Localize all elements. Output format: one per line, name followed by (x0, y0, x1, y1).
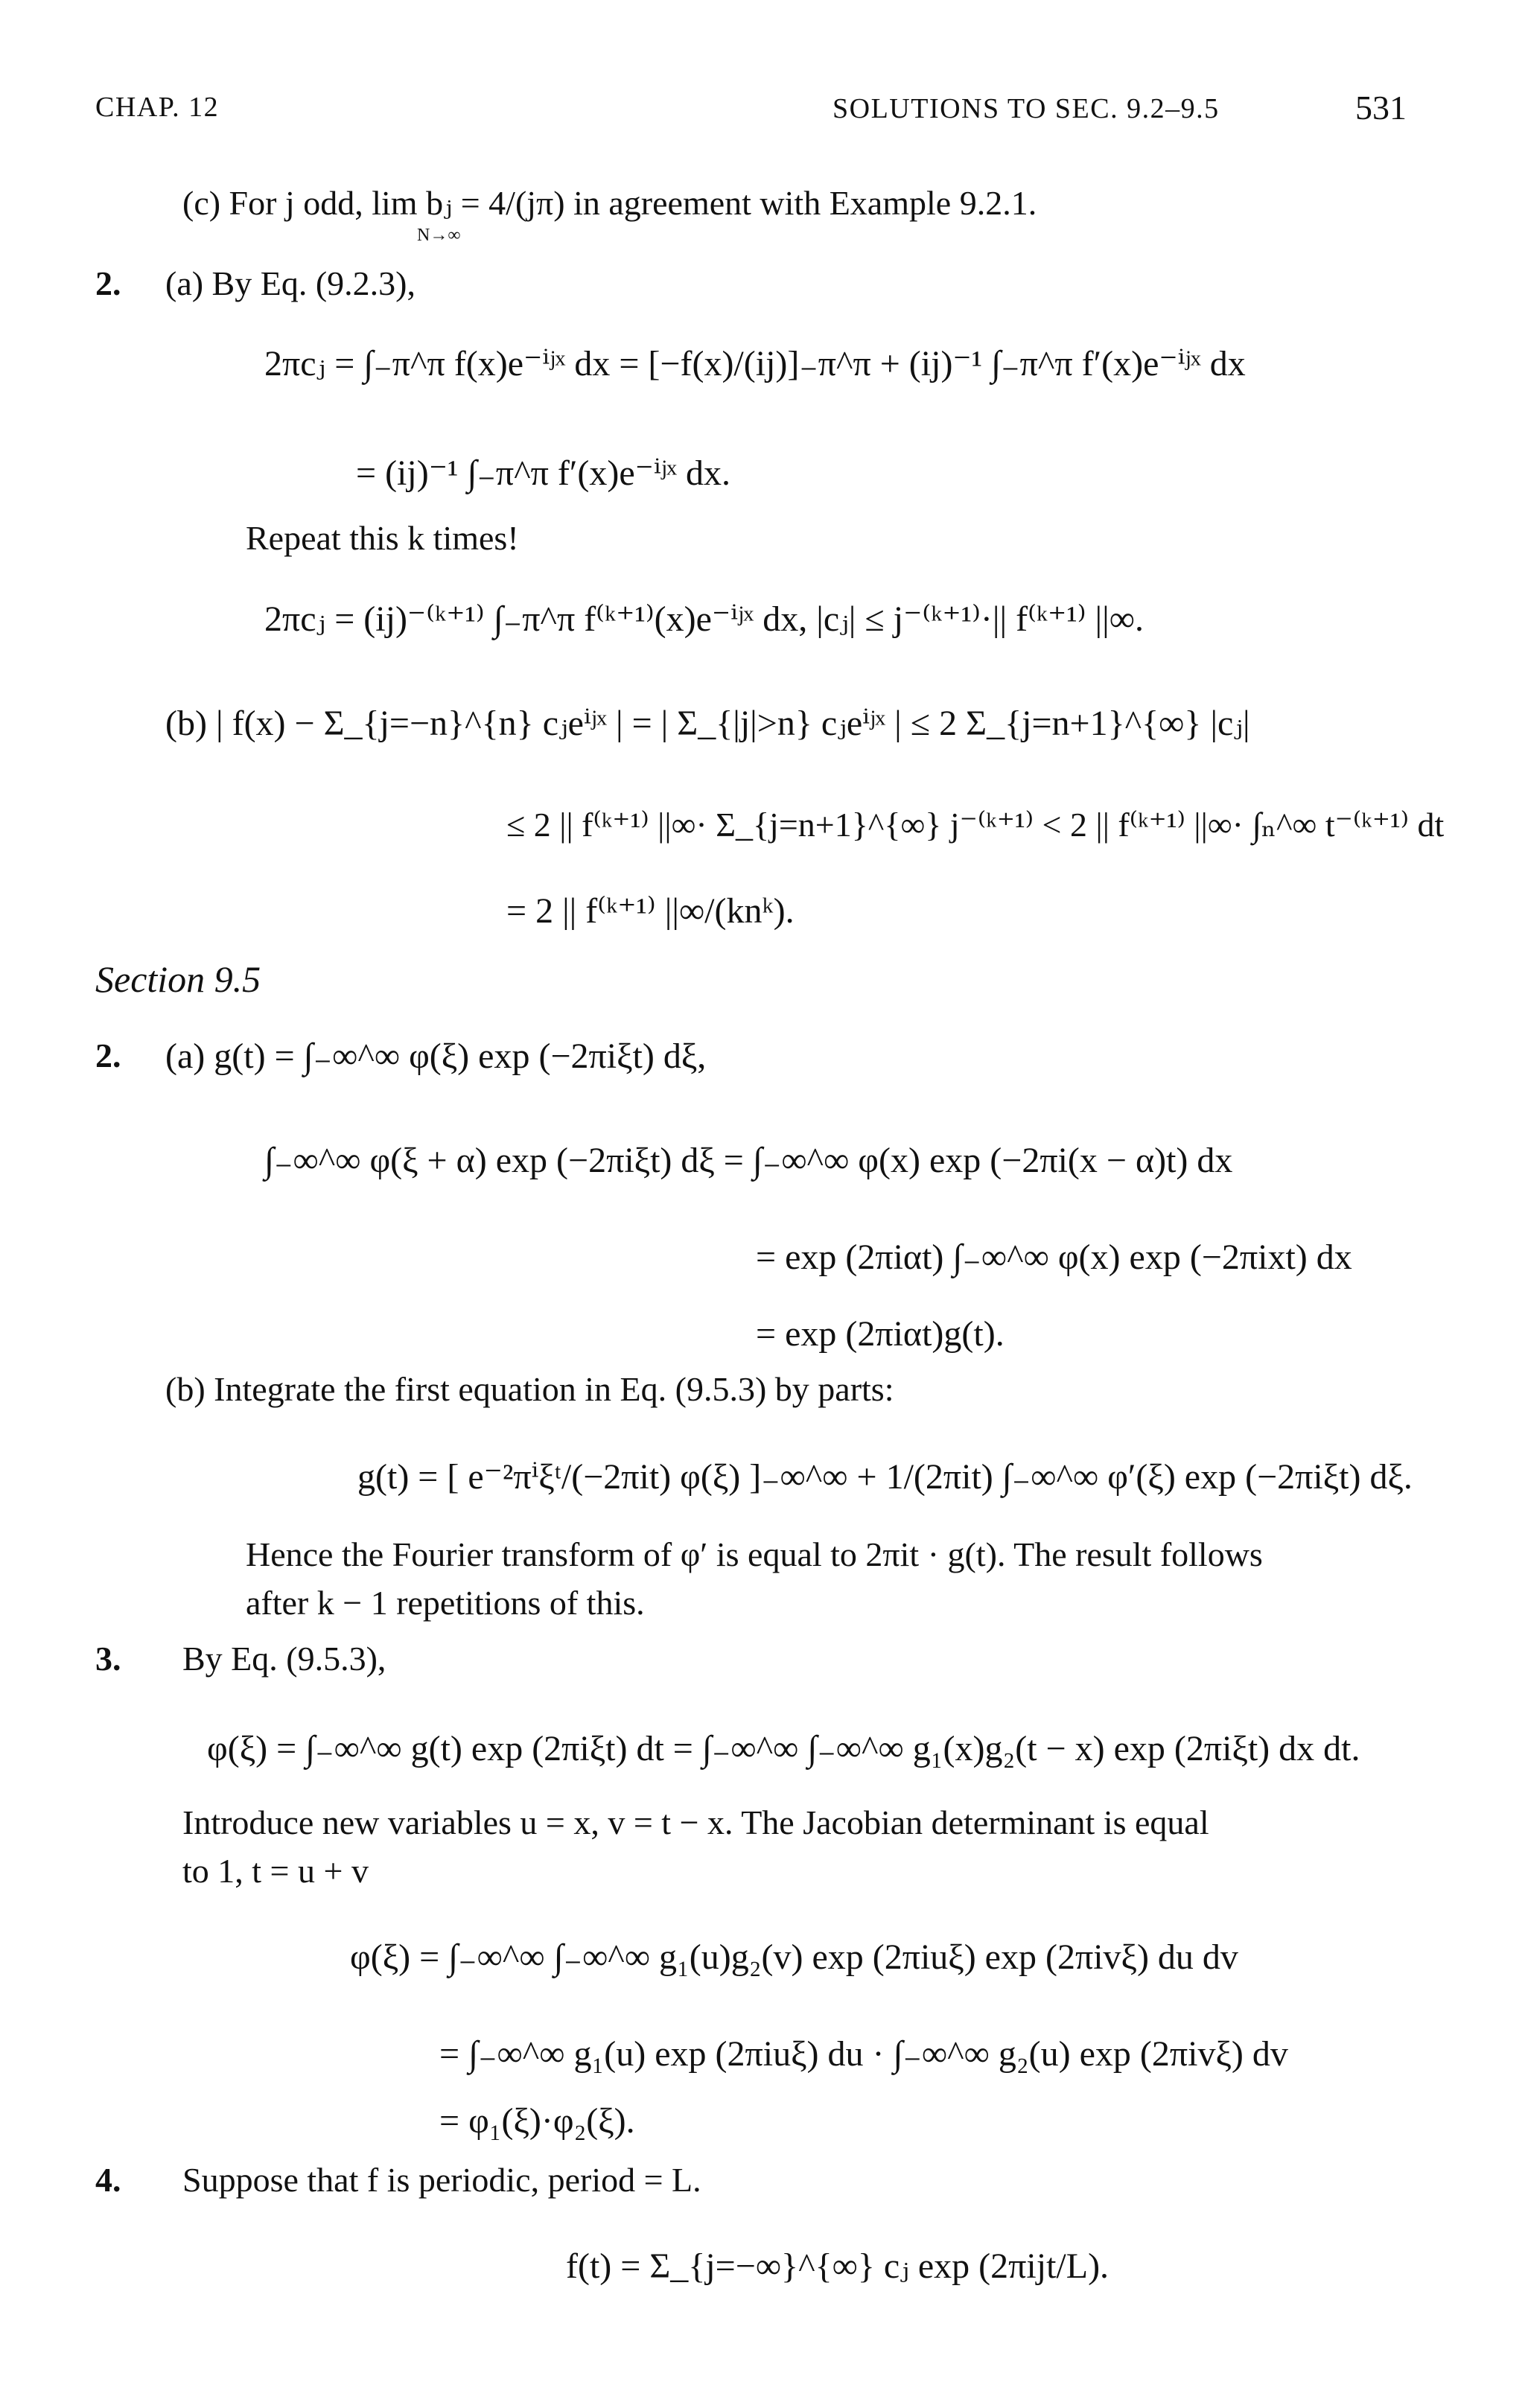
repeat-text: Repeat this k times! (246, 519, 519, 557)
paragraph-text: after k − 1 repetitions of this. (246, 1584, 645, 1622)
equation-line: = exp (2πiαt)g(t). (756, 1314, 1005, 1354)
equation-line: ≤ 2 || f⁽ᵏ⁺¹⁾ ||∞· Σ_{j=n+1}^{∞} j⁻⁽ᵏ⁺¹⁾ < 2 || f⁽ᵏ⁺¹⁾ ||∞· ∫ₙ^∞ t⁻⁽ᵏ⁺¹⁾ dt (506, 806, 1445, 844)
item-number: 2. (95, 1036, 121, 1074)
equation-line: 2πcⱼ = ∫₋π^π f(x)e⁻ⁱʲˣ dx = [−f(x)/(ij)]₋π^π + (ij)⁻¹ ∫₋π^π f′(x)e⁻ⁱʲˣ dx (264, 344, 1246, 383)
equation-line: = ∫₋∞^∞ g₁(u) exp (2πiuξ) du · ∫₋∞^∞ g₂(u) exp (2πivξ) dv (439, 2034, 1288, 2074)
item-number: 3. (95, 1640, 121, 1678)
paragraph-c: (c) For j odd, lim bⱼ = 4/(jπ) in agreement with Example 9.2.1. (182, 184, 1037, 222)
equation-line: = 2 || f⁽ᵏ⁺¹⁾ ||∞/(knᵏ). (506, 891, 795, 931)
section-heading: Section 9.5 (95, 958, 261, 1000)
limit-subscript: N→∞ (417, 226, 461, 245)
equation-line: = exp (2πiαt) ∫₋∞^∞ φ(x) exp (−2πixt) dx (756, 1238, 1352, 1277)
equation-line: ∫₋∞^∞ φ(ξ + α) exp (−2πiξt) dξ = ∫₋∞^∞ φ(x) exp (−2πi(x − α)t) dx (264, 1141, 1233, 1180)
equation-line: 2πcⱼ = (ij)⁻⁽ᵏ⁺¹⁾ ∫₋π^π f⁽ᵏ⁺¹⁾(x)e⁻ⁱʲˣ dx, |cⱼ| ≤ j⁻⁽ᵏ⁺¹⁾·|| f⁽ᵏ⁺¹⁾ ||∞. (264, 599, 1144, 639)
item-number: 2. (95, 264, 121, 302)
item-number: 4. (95, 2161, 121, 2199)
equation-line: f(t) = Σ_{j=−∞}^{∞} cⱼ exp (2πijt/L). (566, 2246, 1109, 2286)
equation-line: = φ₁(ξ)·φ₂(ξ). (439, 2101, 635, 2141)
paragraph-3: By Eq. (9.5.3), (182, 1640, 386, 1678)
paragraph-4: Suppose that f is periodic, period = L. (182, 2161, 701, 2199)
equation-line: g(t) = [ e⁻²πⁱξᵗ/(−2πit) φ(ξ) ]₋∞^∞ + 1/(2πit) ∫₋∞^∞ φ′(ξ) exp (−2πiξt) dξ. (357, 1457, 1413, 1497)
paragraph-2a: (a) By Eq. (9.2.3), (165, 264, 416, 302)
equation-line: (a) g(t) = ∫₋∞^∞ φ(ξ) exp (−2πiξt) dξ, (165, 1036, 707, 1076)
equation-line: φ(ξ) = ∫₋∞^∞ g(t) exp (2πiξt) dt = ∫₋∞^∞ ∫₋∞^∞ g₁(x)g₂(t − x) exp (2πiξt) dx dt. (207, 1729, 1360, 1768)
paragraph-text: Introduce new variables u = x, v = t − x. The Jacobian determinant is equal (182, 1803, 1209, 1841)
paragraph-2b: (b) Integrate the first equation in Eq. (9.5.3) by parts: (165, 1370, 894, 1408)
running-title: SOLUTIONS TO SEC. 9.2–9.5 (832, 93, 1220, 124)
equation-line: (b) | f(x) − Σ_{j=−n}^{n} cⱼeⁱʲˣ | = | Σ_{|j|>n} cⱼeⁱʲˣ | ≤ 2 Σ_{j=n+1}^{∞} |cⱼ| (165, 704, 1250, 743)
page-number: 531 (1355, 89, 1407, 127)
paragraph-text: to 1, t = u + v (182, 1852, 369, 1890)
equation-line: = (ij)⁻¹ ∫₋π^π f′(x)e⁻ⁱʲˣ dx. (356, 453, 730, 493)
equation-line: φ(ξ) = ∫₋∞^∞ ∫₋∞^∞ g₁(u)g₂(v) exp (2πiuξ) exp (2πivξ) du dv (350, 1937, 1238, 1977)
paragraph-text: Hence the Fourier transform of φ′ is equal to 2πit · g(t). The result follows (246, 1535, 1263, 1573)
chapter-label: CHAP. 12 (95, 92, 220, 123)
